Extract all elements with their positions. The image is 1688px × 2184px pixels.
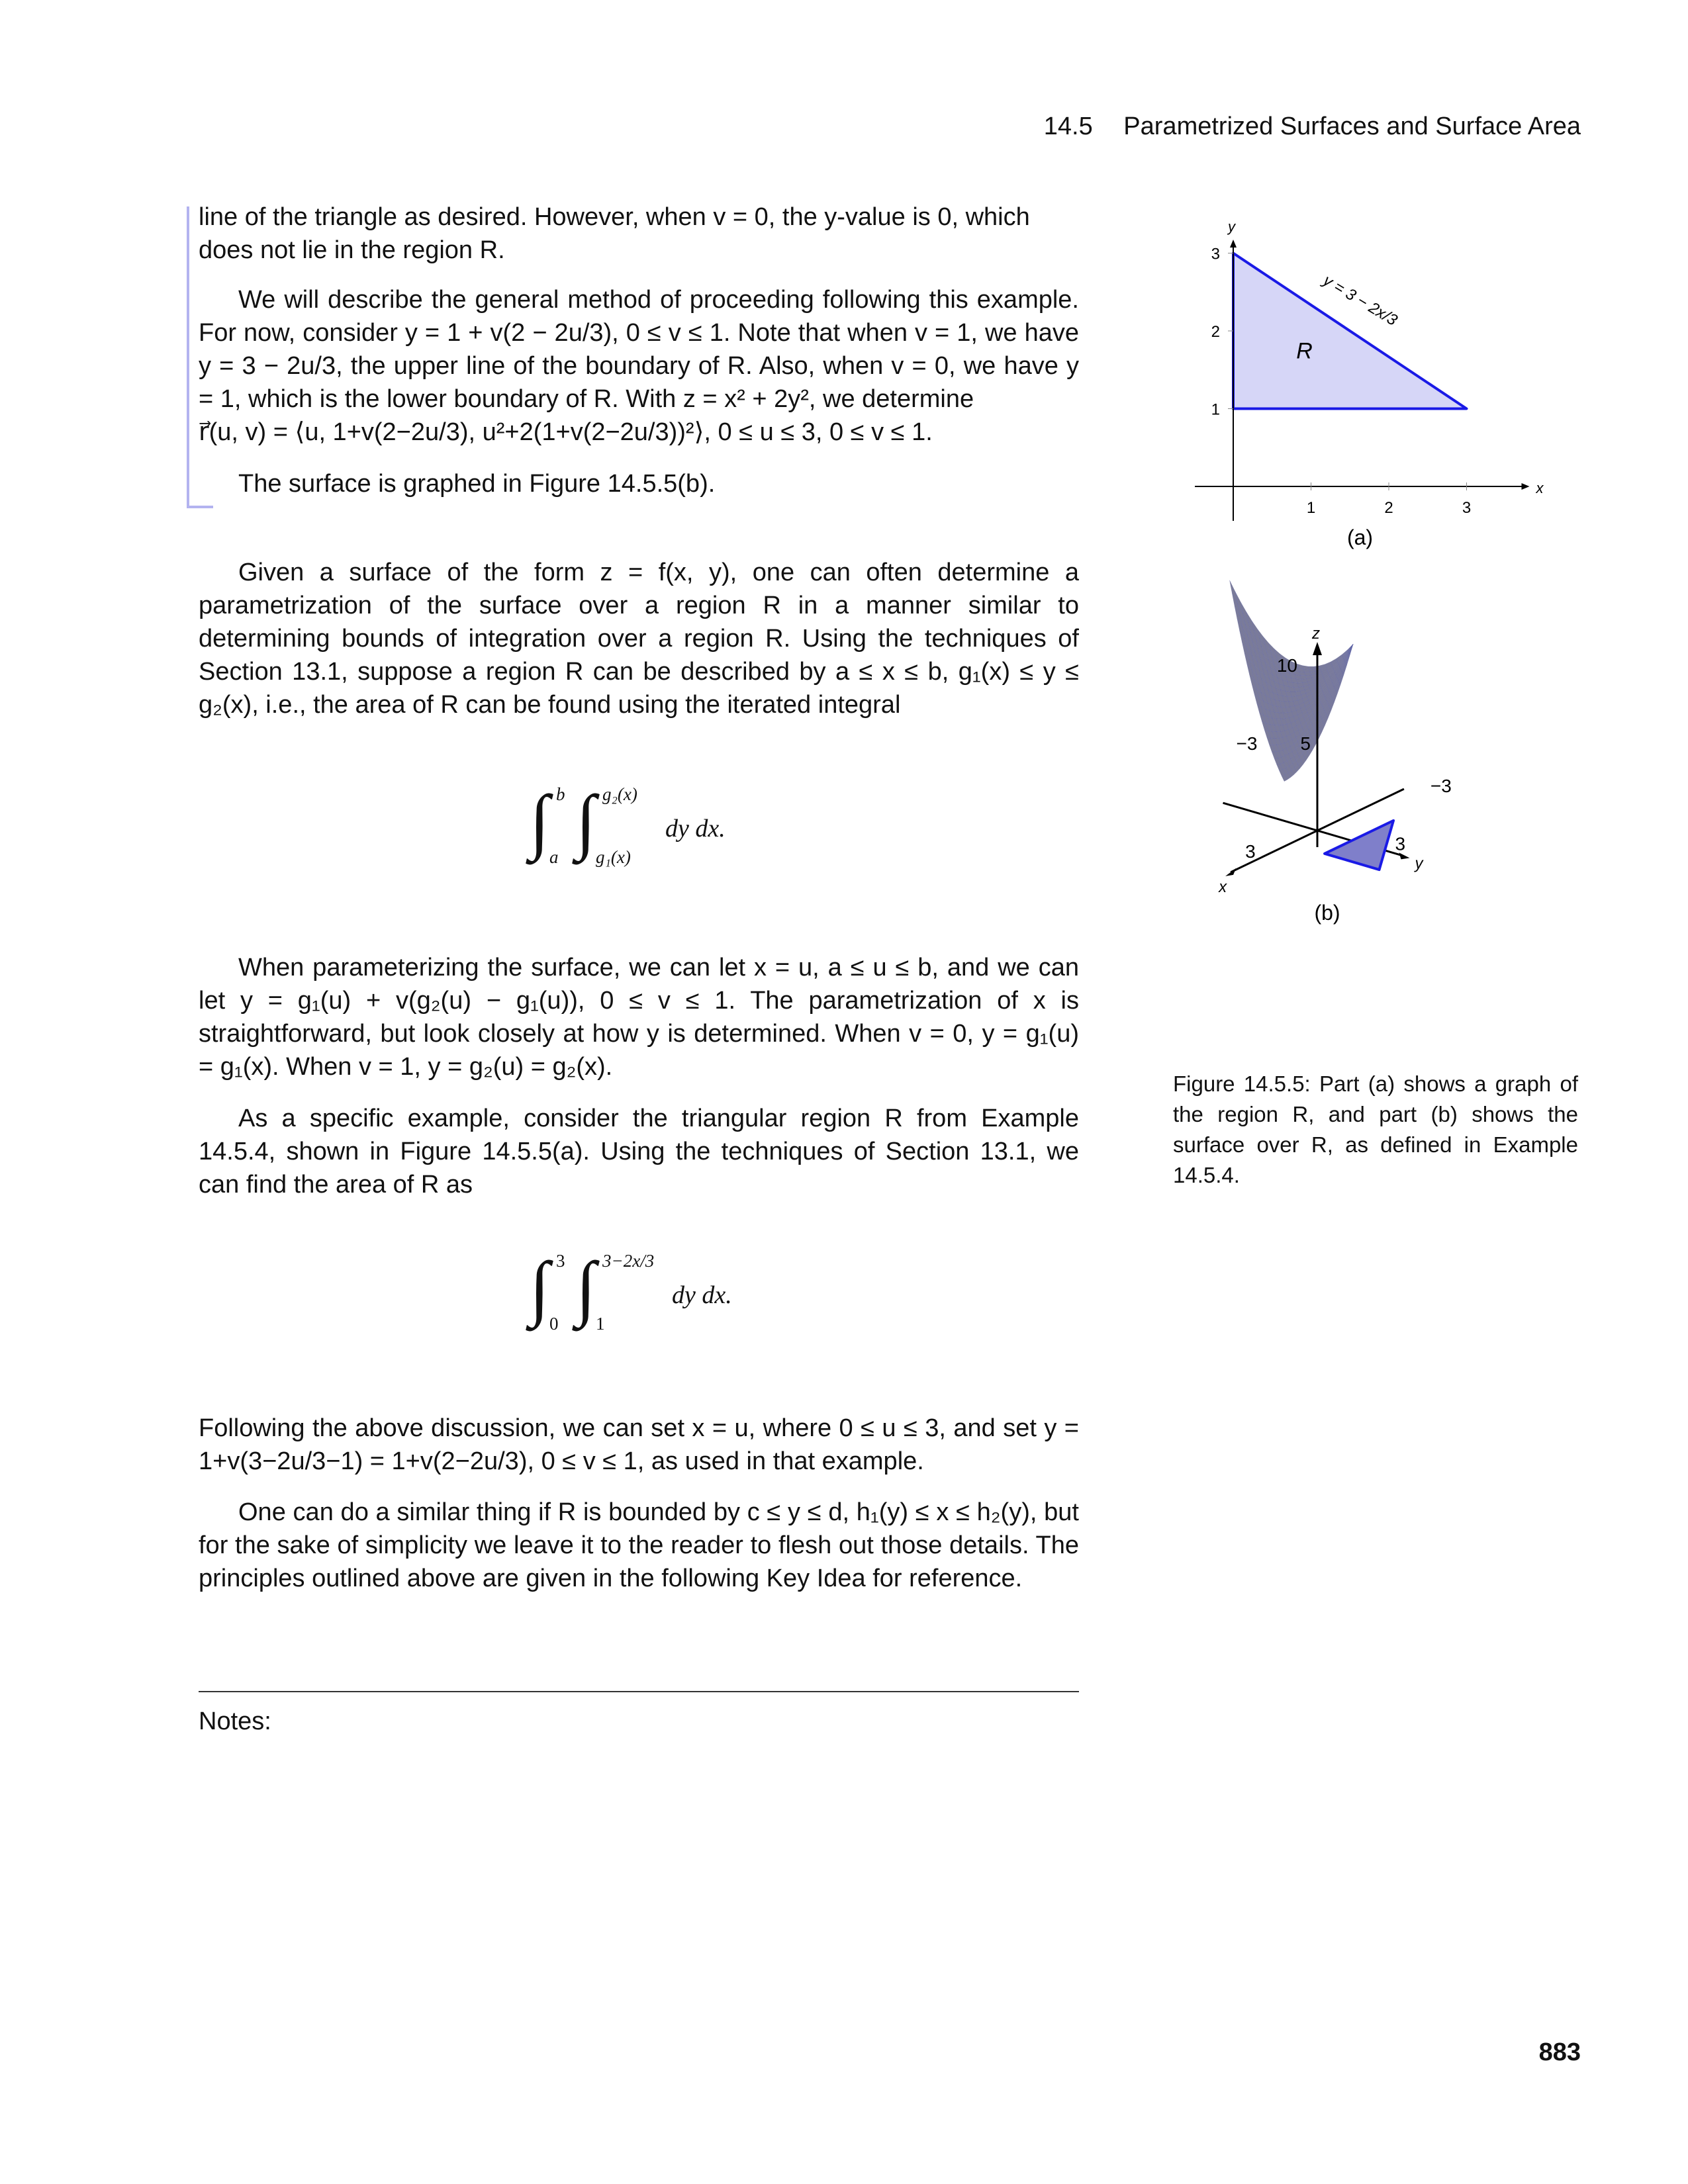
paragraph-2-text: We will describe the general method of proceeding following this example. For now, consider y = 1 + v(2 − 2u/3), 0 ≤ v ≤ 1. Note that when v = 1, we have y = 3 − 2u/3, the upper line of the boundary of R. Also, when v = 0, we have y = 1, which is the lower boundary of R. With z = x² + 2y², we determine [199, 286, 1079, 413]
x-axis-label: x [1536, 480, 1544, 496]
iterated-integral-example [530, 1247, 755, 1337]
notes-label: Notes: [199, 1707, 271, 1735]
y-axis-label: y [1228, 218, 1235, 235]
x-tick-label: 1 [1306, 499, 1316, 517]
iterated-integral-general [530, 780, 741, 870]
x-axis-label: x [1219, 878, 1227, 896]
y-tick-label: −3 [1236, 733, 1258, 754]
curve-label: y = 3 − 2x/3 [1320, 271, 1401, 330]
inner-lower-limit: 1 [596, 1314, 605, 1334]
inner-lower-limit: g₁(x) [596, 847, 631, 867]
differential: dy dx. [672, 1281, 732, 1309]
surface-patch [1308, 666, 1315, 669]
outer-lower-limit: 0 [549, 1314, 559, 1334]
z-tick-label: 10 [1276, 655, 1297, 676]
paragraph-7-text: Following the above discussion, we can set x = u, where 0 ≤ u ≤ 3, and set y = 1+v(3−2u/3−1) = 1+v(2−2u/3), 0 ≤ v ≤ 1, as used in that example. [199, 1414, 1079, 1475]
region-label: R [1296, 338, 1313, 364]
x-tick-label: −3 [1430, 776, 1452, 797]
paragraph-7 [199, 1412, 1079, 1478]
y-tick-label: 3 [1211, 245, 1220, 263]
paragraph-4-text: Given a surface of the form z = f(x, y), one can often determine a parametrization of the surface over a region R in a manner similar to determining bounds of integration over a region R. Using the techniques of Section 13.1, suppose a region R can be described by a ≤ x ≤ b, g₁(x) ≤ y ≤ g₂(x), i.e., the area of R can be found using the iterated integral [199, 559, 1079, 719]
example-margin-bar [187, 206, 189, 508]
panel-label-a: (a) [1346, 525, 1374, 549]
surface-patch [1303, 666, 1309, 670]
surface-patch [1305, 672, 1311, 676]
parametrization-equation: r⃗(u, v) = ⟨u, 1+v(2−2u/3), u²+2(1+v(2−2u/3))²⟩, 0 ≤ u ≤ 3, 0 ≤ v ≤ 1. [199, 418, 933, 446]
running-header [1044, 113, 1581, 141]
paragraph-3 [199, 467, 1079, 500]
paragraph-1 [199, 201, 1079, 267]
x-tick-label: 2 [1384, 499, 1393, 517]
region-r-polygon [1233, 253, 1467, 409]
inner-upper-limit: g₂(x) [602, 784, 637, 804]
differential: dy dx. [665, 815, 726, 842]
figure-b-surface-plot [1165, 576, 1575, 1052]
x-axis-arrow-icon [1522, 483, 1530, 490]
section-number: 14.5 [1043, 113, 1093, 140]
integral-sign-outer: ∫ [530, 780, 550, 861]
section-title: Parametrized Surfaces and Surface Area [1123, 113, 1581, 140]
y-tick-label: 2 [1211, 323, 1220, 341]
outer-lower-limit: a [549, 847, 559, 867]
integral-sign-outer: ∫ [530, 1247, 550, 1328]
panel-label-b: (b) [1314, 901, 1340, 925]
outer-upper-limit: 3 [556, 1251, 565, 1271]
outer-upper-limit: b [556, 784, 565, 804]
y-axis-label: y [1415, 854, 1423, 873]
y-tick-label: 1 [1211, 400, 1220, 419]
example-margin-bar-foot [187, 506, 213, 508]
z-tick-label: 5 [1300, 733, 1311, 754]
paragraph-8-text: One can do a similar thing if R is bounded by c ≤ y ≤ d, h₁(y) ≤ x ≤ h₂(y), but for the sake of simplicity we leave it to the reader to flesh out those details. The principles outlined above are given in the following Key Idea for reference. [199, 1498, 1079, 1592]
x-axis-arrow-icon [1225, 868, 1236, 876]
paragraph-5-text: When parameterizing the surface, we can let x = u, a ≤ u ≤ b, and we can let y = g₁(u) + v(g₂(u) − g₁(u)), 0 ≤ v ≤ 1. The parametrization of x is straightforward, but look closely at how y is determined. When v = 0, y = g₁(u) = g₁(x). When v = 1, y = g₂(u) = g₂(x). [199, 954, 1079, 1081]
paragraph-1-line-2: does not lie in the region R. [199, 236, 505, 264]
page-number: 883 [1538, 2038, 1581, 2066]
integral-sign-inner: ∫ [576, 1247, 596, 1328]
y-axis-arrow-icon [1230, 240, 1237, 248]
paragraph-8 [199, 1496, 1079, 1595]
z-axis-arrow-icon [1313, 642, 1322, 655]
notes-divider [199, 1691, 1079, 1692]
figure-a-region-plot [1178, 205, 1575, 569]
paragraph-4 [199, 556, 1079, 721]
integral-sign-inner: ∫ [576, 780, 596, 861]
region-r-projection [1325, 821, 1393, 870]
x-tick-label: 3 [1462, 499, 1472, 517]
inner-upper-limit: 3−2x/3 [602, 1251, 655, 1271]
paragraph-2 [199, 283, 1079, 449]
paragraph-1-line-1: line of the triangle as desired. However, when v = 0, the y-value is 0, which [199, 203, 1030, 231]
y-tick-label: 3 [1395, 833, 1406, 854]
paragraph-6 [199, 1102, 1079, 1201]
figure-caption: Figure 14.5.5: Part (a) shows a graph of the region R, and part (b) shows the surface over R, as defined in Example 14.5.4. [1173, 1071, 1578, 1187]
paragraph-5 [199, 951, 1079, 1083]
z-axis-label: z [1312, 625, 1320, 643]
x-tick-label: 3 [1245, 841, 1256, 862]
paragraph-6-text: As a specific example, consider the triangular region R from Example 14.5.4, shown in Figure 14.5.5(a). Using the techniques of Section 13.1, we can find the area of R as [199, 1105, 1079, 1199]
paragraph-3-text: The surface is graphed in Figure 14.5.5(b). [238, 470, 716, 498]
